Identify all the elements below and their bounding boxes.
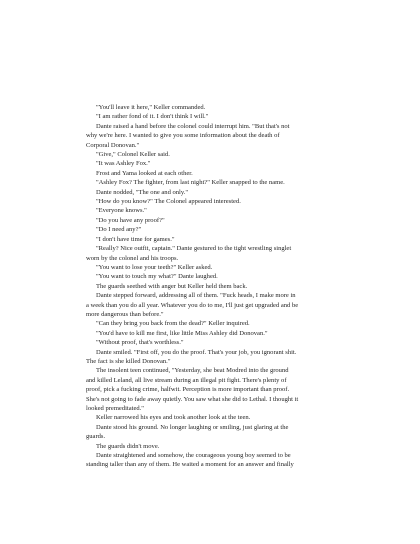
text-line: a week than you do all year. Whatever you do to me, I'll just get upgraded and be [86,301,299,309]
text-line: Dante nodded, "The one and only." [96,188,189,196]
text-line: Dante stood his ground. No longer laughing or smiling, just glaring at the [96,423,289,431]
text-line: "Really? Nice outfit, captain." Dante gestured to the tight wrestling singlet [96,245,292,253]
text-line: The fact is she killed Donovan." [86,357,171,365]
text-line: "Everyone knows." [96,207,147,215]
text-line: proof, pick a fucking crime, halfwit. Perception is more important than proof. [86,386,290,394]
text-line: "I don't have time for games." [96,235,175,243]
text-line: "Do I need any?" [96,226,142,234]
text-line: "Ashley Fox? The fighter, from last night?" Keller snapped to the name. [96,179,285,187]
text-line: "Do you have any proof?" [96,216,165,224]
text-line: Frost and Yama looked at each other. [96,169,193,177]
text-line: Dante raised a hand before the colonel could interrupt him. "But that's not [96,122,290,130]
text-line: and killed Leland, all live stream during an illegal pit fight. There's plenty of [86,376,287,384]
text-line: "Give," Colonel Keller said. [96,151,170,159]
text-line: Dante smiled. "First off, you do the proof. That's your job, you ignorant shit. [96,348,297,356]
text-line: "I am rather fond of it. I don't think I will." [96,113,209,121]
text-line: "How do you know?" The Colonel appeared interested. [96,198,241,206]
text-line: The guards seethed with anger but Keller held them back. [96,282,248,290]
text-line: "You want to lose your teeth?" Keller asked. [96,263,213,271]
text-line: "You'll leave it here," Keller commanded. [96,104,206,111]
text-line: why we're here. I wanted to give you some information about the death of [86,132,280,140]
text-line: Keller narrowed his eyes and took another look at the teen. [96,414,251,422]
text-line: "It was Ashley Fox." [96,160,151,168]
text-line: "Can they bring you back from the dead?" Keller inquired. [96,320,250,328]
text-line: looked premeditated." [86,405,144,412]
text-line: Dante straightened and somehow, the courageous young boy seemed to be [96,452,291,460]
text-line: standing taller than any of them. He waited a moment for an answer and finally [86,461,294,469]
text-line: The insolent teen continued, "Yesterday, she beat Modred into the ground [96,367,289,375]
text-line: "You'd have to kill me first, like little Miss Ashley did Donovan." [96,329,268,337]
text-line: more dangerous than before." [86,310,164,318]
text-line: worn by the colonel and his troops. [86,254,179,262]
text-line: She's not going to fade away quietly. You saw what she did to Lethal. I thought it [86,395,299,403]
text-line: "You want to touch my what?" Dante laughed. [96,273,218,281]
body-text [86,103,342,470]
text-line: Corporal Donovan." [86,141,140,149]
text-line: The guards didn't move. [96,442,160,450]
text-line: "Without proof, that's worthless." [96,339,184,347]
text-line: guards. [86,433,106,441]
text-line: Dante stepped forward, addressing all of them. "Fuck heads, I make more in [96,292,296,300]
